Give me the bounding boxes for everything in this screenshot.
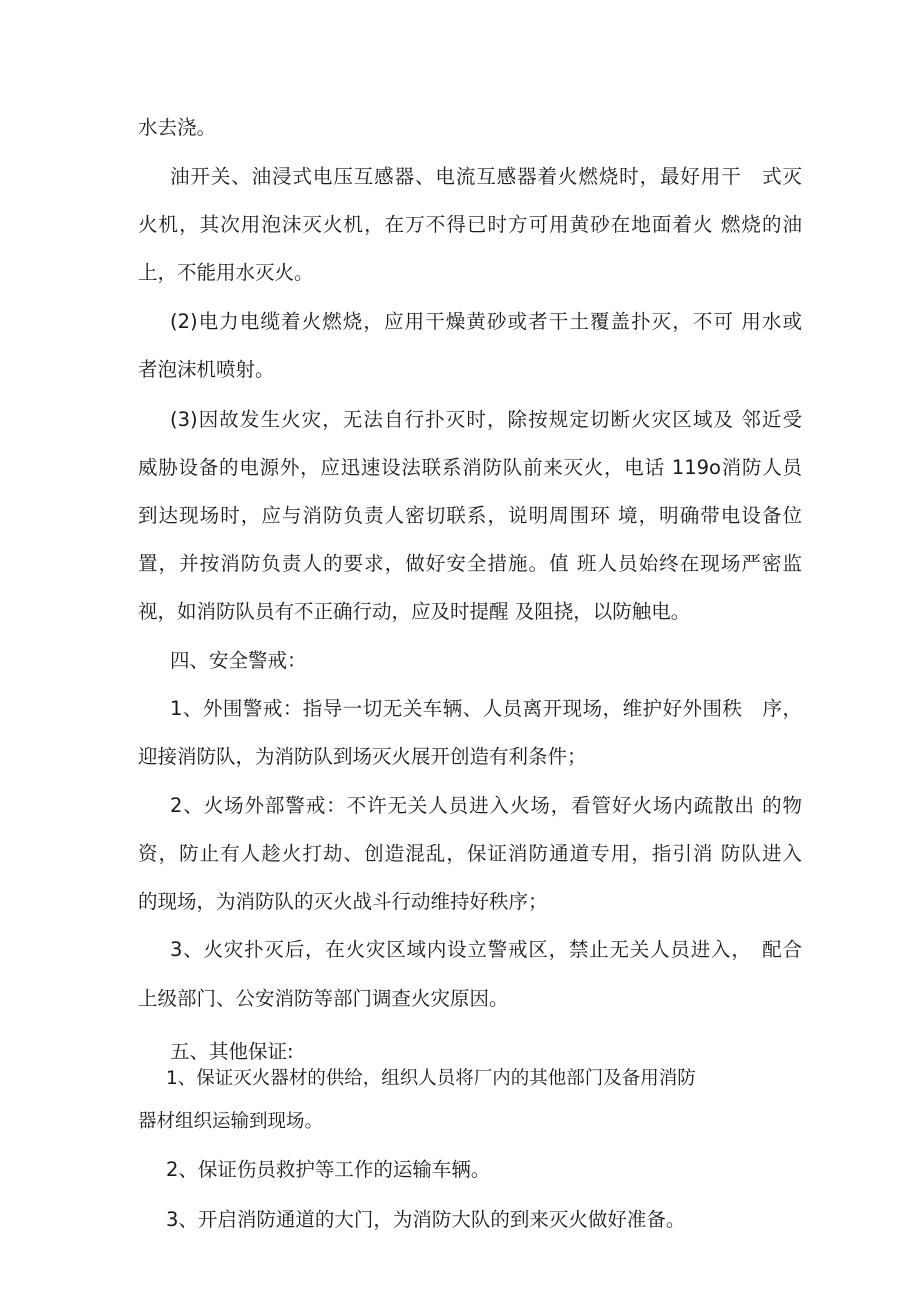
text-line: 的现场，为消防队的灭火战斗行动维持好秩序； [138, 890, 548, 913]
text-line: 上级部门、公安消防等部门调查火灾原因。 [138, 987, 509, 1010]
section-heading: 四、安全警戒： [170, 649, 307, 672]
text-line: 上，不能用水灭火。 [138, 261, 314, 284]
text-line: 2、保证伤员救护等工作的运输车辆。 [166, 1158, 491, 1181]
text-line: 水去浇。 [138, 116, 217, 139]
text-line: 1、保证灭火器材的供给，组织人员将厂内的其他部门及备用消防 [166, 1068, 696, 1089]
text-line: 2、火场外部警戒：不许无关人员进入火场，看管好火场内疏散出 的物 [170, 794, 802, 817]
text-line: 置，并按消防负责人的要求，做好安全措施。值 班人员始终在现场严密监 [138, 552, 802, 575]
section-heading: 五、其他保证: [170, 1040, 294, 1063]
text-line: 到达现场时，应与消防负责人密切联系，说明周围环 境，明确带电设备位 [138, 504, 802, 527]
text-line: 3、开启消防通道的大门，为消防大队的到来灭火做好准备。 [166, 1208, 686, 1231]
text-line: (2)电力电缆着火燃烧，应用干燥黄砂或者干土覆盖扑灭，不可 用水或 [170, 310, 802, 333]
text-line: 资，防止有人趁火打劫、创造混乱，保证消防通道专用，指引消 防队进入 [138, 842, 802, 865]
text-line: 视，如消防队员有不正确行动，应及时提醒 及阻挠，以防触电。 [138, 600, 691, 623]
text-line: 油开关、油浸式电压互感器、电流互感器着火燃烧时，最好用干 式灭 [170, 165, 802, 188]
text-line: 1、外围警戒：指导一切无关车辆、人员离开现场，维护好外围秩 序， [170, 697, 802, 720]
text-line: 火机，其次用泡沫灭火机，在万不得已时方可用黄砂在地面着火 燃烧的油 [138, 213, 802, 236]
text-line: 器材组织运输到现场。 [138, 1111, 324, 1132]
text-line: 3、火灾扑灭后，在火灾区域内设立警戒区，禁止无关人员进入， 配合 [170, 938, 802, 961]
text-line: 者泡沫机喷射。 [138, 358, 275, 381]
text-line: 迎接消防队，为消防队到场灭火展开创造有利条件； [138, 745, 587, 768]
text-line: (3)因故发生火灾，无法自行扑灭时，除按规定切断火灾区域及 邻近受 [170, 408, 802, 431]
text-line: 威胁设备的电源外，应迅速设法联系消防队前来灭火，电话 119o消防人员 [138, 456, 802, 479]
